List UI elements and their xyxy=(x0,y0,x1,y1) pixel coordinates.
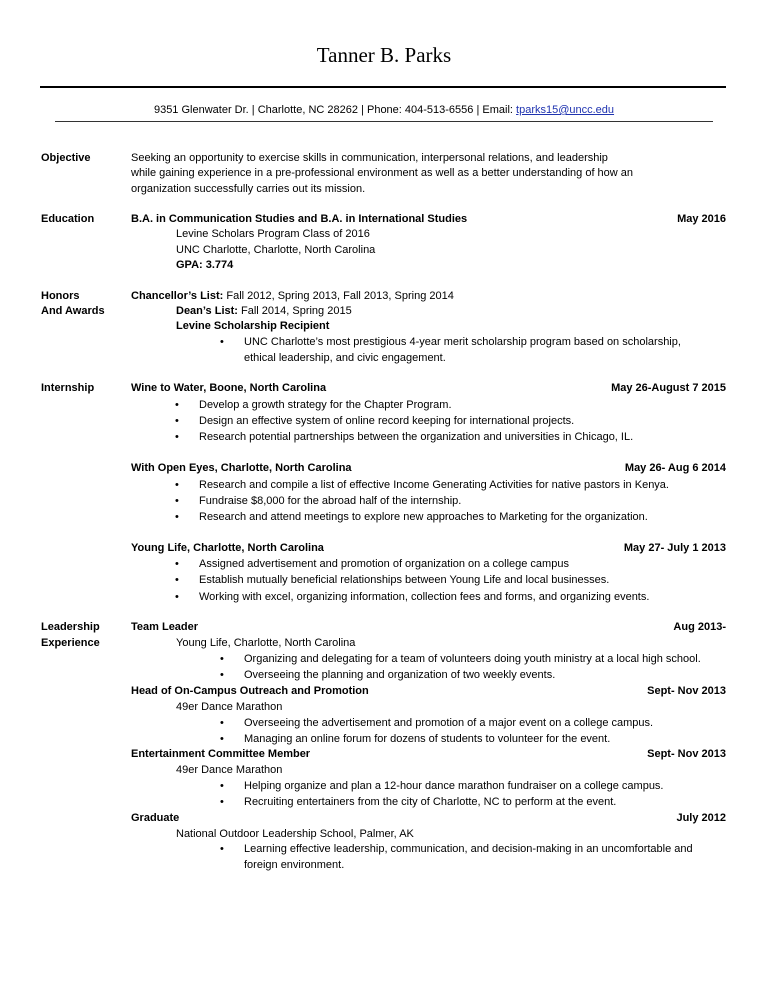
leadership-date: July 2012 xyxy=(676,812,726,824)
bullet-icon: • xyxy=(220,796,224,808)
separator: | xyxy=(251,104,255,116)
contact-city: Charlotte, NC 28262 xyxy=(257,104,358,116)
objective-label: Objective xyxy=(41,152,91,164)
honors-label: And Awards xyxy=(41,305,105,317)
list-item: • Organizing and delegating for a team of volunteers doing youth ministry at a local high school. xyxy=(220,653,701,665)
bullet-icon: • xyxy=(220,843,224,855)
separator: | xyxy=(476,104,480,116)
education-line: Levine Scholars Program Class of 2016 xyxy=(176,228,370,240)
bullet-icon: • xyxy=(175,415,179,427)
internship-date: May 26-August 7 2015 xyxy=(611,382,726,394)
honors-label: Honors xyxy=(41,290,80,302)
list-item: • Recruiting entertainers from the city of Charlotte, NC to perform at the event. xyxy=(220,796,617,808)
bullet-icon: • xyxy=(175,431,179,443)
education-gpa: GPA: 3.774 xyxy=(176,259,234,271)
internship-date: May 26- Aug 6 2014 xyxy=(624,462,726,474)
header-rule xyxy=(40,86,726,88)
divider-line xyxy=(55,121,713,122)
internship-title: With Open Eyes, Charlotte, North Carolina xyxy=(131,462,352,474)
internship-date: May 27- July 1 2013 xyxy=(623,542,726,554)
bullet-icon: • xyxy=(175,399,179,411)
bullet-icon: • xyxy=(220,669,224,681)
leadership-title: Graduate xyxy=(131,812,180,824)
deans-list-title: Dean’s List: xyxy=(176,305,238,317)
education-degree: B.A. in Communication Studies and B.A. in International Studies xyxy=(131,213,468,225)
separator: | xyxy=(361,104,364,116)
contact-address: 9351 Glenwater Dr. xyxy=(153,104,249,116)
leadership-date: Sept- Nov 2013 xyxy=(647,685,726,697)
education-date: May 2016 xyxy=(677,213,726,225)
list-item-continuation: ethical leadership, and civic engagement. xyxy=(244,352,446,364)
objective-line: while gaining experience in a pre-professional environment as well as a better understanding of how an xyxy=(131,167,634,179)
objective-line: Seeking an opportunity to exercise skills in communication, interpersonal relations, and leadership xyxy=(131,152,608,164)
list-item: • Fundraise $8,000 for the abroad half of the internship. xyxy=(175,495,462,507)
education-line: UNC Charlotte, Charlotte, North Carolina xyxy=(176,244,376,256)
bullet-icon: • xyxy=(175,479,179,491)
chancellors-list xyxy=(131,290,454,303)
list-item: • UNC Charlotte’s most prestigious 4-year merit scholarship program based on scholarship, xyxy=(220,336,681,348)
contact-email-label: Email: xyxy=(482,104,513,116)
list-item: • Overseeing the advertisement and promotion of a major event on a college campus. xyxy=(220,717,654,729)
list-item: • Research and compile a list of effective Income Generating Activities for native pastors in Kenya. xyxy=(175,479,669,491)
list-item: • Develop a growth strategy for the Chapter Program. xyxy=(175,399,452,411)
bullet-icon: • xyxy=(220,653,224,665)
bullet-icon: • xyxy=(220,717,224,729)
contact-line xyxy=(0,104,768,116)
internship-title: Wine to Water, Boone, North Carolina xyxy=(131,382,327,394)
leadership-label: Experience xyxy=(41,637,100,649)
resume-name: Tanner B. Parks xyxy=(316,43,452,67)
bullet-icon: • xyxy=(220,780,224,792)
list-item-continuation: foreign environment. xyxy=(244,859,345,871)
leadership-org: National Outdoor Leadership School, Palmer, AK xyxy=(176,828,414,840)
bullet-icon: • xyxy=(175,511,179,523)
bullet-icon: • xyxy=(220,336,224,348)
bullet-icon: • xyxy=(175,558,179,570)
chancellors-list-terms: Fall 2012, Spring 2013, Fall 2013, Spring 2014 xyxy=(223,290,454,302)
deans-list-terms: Fall 2014, Spring 2015 xyxy=(237,305,352,317)
chancellors-list-title: Chancellor’s List: xyxy=(131,290,224,302)
leadership-date: Aug 2013- xyxy=(673,621,726,633)
leadership-label: Leadership xyxy=(41,621,100,633)
leadership-date: Sept- Nov 2013 xyxy=(647,748,726,760)
leadership-org: 49er Dance Marathon xyxy=(176,764,283,776)
list-item: • Design an effective system of online record keeping for international projects. xyxy=(175,415,575,427)
list-item: • Assigned advertisement and promotion of organization on a college campus xyxy=(175,558,569,570)
leadership-org: 49er Dance Marathon xyxy=(176,701,283,713)
internship-label: Internship xyxy=(41,382,95,394)
list-item: • Helping organize and plan a 12-hour dance marathon fundraiser on a college campus. xyxy=(220,780,664,792)
bullet-icon: • xyxy=(220,733,224,745)
bullet-icon: • xyxy=(175,591,179,603)
list-item: • Managing an online forum for dozens of students to volunteer for the event. xyxy=(220,733,611,745)
list-item: • Learning effective leadership, communication, and decision-making in an uncomfortable and xyxy=(220,843,693,855)
list-item: • Overseeing the planning and organization of two weekly events. xyxy=(220,669,556,681)
list-item: • Working with excel, organizing information, collection fees and forms, and organizing events. xyxy=(175,591,650,603)
internship-title: Young Life, Charlotte, North Carolina xyxy=(131,542,324,554)
list-item: • Research and attend meetings to explore new approaches to Marketing for the organization. xyxy=(175,511,648,523)
education-label: Education xyxy=(41,213,95,225)
deans-list xyxy=(176,305,352,318)
bullet-icon: • xyxy=(175,495,179,507)
contact-email-link[interactable]: tparks15@uncc.edu xyxy=(516,104,615,116)
list-item: • Establish mutually beneficial relationships between Young Life and local businesses. xyxy=(175,574,610,586)
bullet-icon: • xyxy=(175,574,179,586)
leadership-org: Young Life, Charlotte, North Carolina xyxy=(176,637,356,649)
scholarship-title: Levine Scholarship Recipient xyxy=(176,320,330,332)
list-item: • Research potential partnerships between the organization and universities in Chicago, IL. xyxy=(175,431,634,443)
leadership-title: Head of On-Campus Outreach and Promotion xyxy=(131,685,369,697)
leadership-title: Entertainment Committee Member xyxy=(131,748,311,760)
objective-line: organization successfully carries out its mission. xyxy=(131,183,366,195)
contact-phone: Phone: 404-513-6556 xyxy=(366,104,474,116)
leadership-title: Team Leader xyxy=(131,621,199,633)
